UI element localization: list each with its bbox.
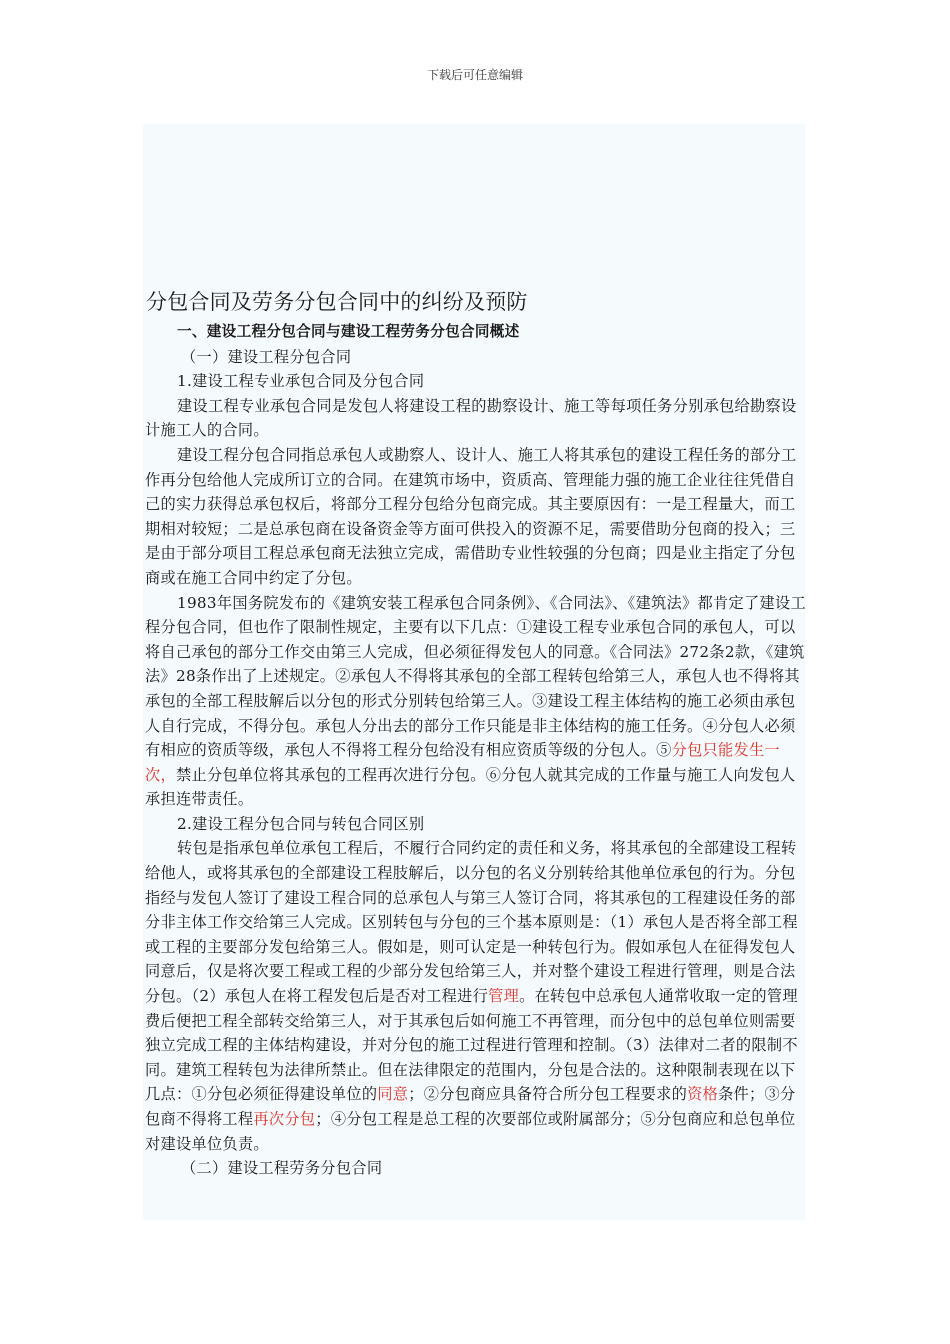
section-heading: 一、建设工程分包合同与建设工程劳务分包合同概述 xyxy=(177,323,520,340)
paragraph-text: 禁止分包单位将其承包的工程再次进行分包。⑥分包人就其完成的工作量与施工人向发包人承担连带责任。 xyxy=(145,765,796,809)
highlighted-text: 再次分包 xyxy=(253,1110,316,1128)
subsection-heading: （一）建设工程分包合同 xyxy=(181,347,352,366)
item-heading: 2.建设工程分包合同与转包合同区别 xyxy=(177,814,425,833)
header-note: 下载后可任意编辑 xyxy=(426,68,523,82)
highlighted-text: 管理 xyxy=(488,987,520,1006)
subsection-heading: （二）建设工程劳务分包合同 xyxy=(181,1159,383,1178)
paragraph: 建设工程专业承包合同是发包人将建设工程的勘察设计、施工等每项任务分别承包给勘察设计施工人的合同。 xyxy=(145,396,797,440)
paragraph-text: 转包是指承包单位承包工程后，不履行合同约定的责任和义务，将其承包的全部建设工程转给他人，或将其承包的全部建设工程肢解后，以分包的名义分别转给其他单位承包的行为。分包指经与发包人签订了建设工程合同的总承包人与第三人签订合同，将其承包的工程建设任务的部分非主体工作交给第三人完成。区别转包与分包的三个基本原则是：（1）承包人是否将全部工程或工程的主要部分发包给第三人。假如是，则可认定是一种转包行为。假如承包人在征得发包人同意后，仅是将次要工程或工程的少部分发包给第三人，并对整个建设工程进行管理，则是合法分包。（2）承包人在将工程发包后是否对工程进行 xyxy=(145,839,798,1006)
item-heading: 1.建设工程专业承包合同及分包合同 xyxy=(177,372,425,391)
document-body xyxy=(145,320,807,1181)
document-title: 分包合同及劳务分包合同中的纠纷及预防 xyxy=(146,290,528,315)
highlighted-text: 分包只能发生一次， xyxy=(145,741,780,784)
paragraph-text: ；②分包商应具备符合所分包工程要求的 xyxy=(408,1085,688,1104)
paragraph-text: 1983年国务院发布的《建筑安装工程承包合同条例》、《合同法》、《建筑法》都肯定了建设工程分包合同，但也作了限制性规定，主要有以下几点：①建设工程专业承包合同的承包人，可以将自己承包的部分工作交由第三人完成，但必须征得发包人的同意。《合同法》272条2款，《建筑法》28条作出了上述规定。②承包人不得将其承包的全部工程转包给第三人，承包人也不得将其承包的全部工程肢解后以分包的形式分别转包给第三人。③建设工程主体结构的施工必须由承包人自行完成，不得分包。承包人分出去的部分工作只能是非主体结构的施工任务。④分包人必须有相应的资质等级，承包人不得将工程分包给没有相应资质等级的分包人。⑤ xyxy=(145,593,806,760)
paragraph xyxy=(145,836,807,1156)
paragraph-text: ；④分包工程是总工程的次要部位或附属部分；⑤分包商应和总包单位对建设单位负责。 xyxy=(145,1110,796,1153)
paragraph-text: 条件；③分包商不得将工程 xyxy=(145,1085,796,1128)
paragraph: 建设工程分包合同指总承包人或勘察人、设计人、施工人将其承包的建设工程任务的部分工作再分包给他人完成所订立的合同。在建筑市场中，资质高、管理能力强的施工企业往往凭借自己的实力获得总承包权后，将部分工程分包给分包商完成。其主要原因有：一是工程量大，而工期相对较短；二是总承包商在设备资金等方面可供投入的资源不足，需要借助分包商的投入；三是由于部分项目工程总承包商无法独立完成，需借助专业性较强的分包商；四是业主指定了分包商或在施工合同中约定了分包。 xyxy=(145,445,797,587)
highlighted-text: 同意 xyxy=(377,1085,409,1104)
paragraph xyxy=(145,591,807,812)
highlighted-text: 资格 xyxy=(687,1085,719,1104)
paragraph-text: 。在转包中总承包人通常收取一定的管理费后便把工程全部转交给第三人，对于其承包后如何施工不再管理，而分包中的总包单位则需要独立完成工程的主体结构建设，并对分包的施工过程进行管理和控制。（3）法律对二者的限制不同。建筑工程转包为法律所禁止。但在法律限定的范围内，分包是合法的。这种限制表现在以下几点：①分包必须征得建设单位的 xyxy=(145,987,798,1104)
